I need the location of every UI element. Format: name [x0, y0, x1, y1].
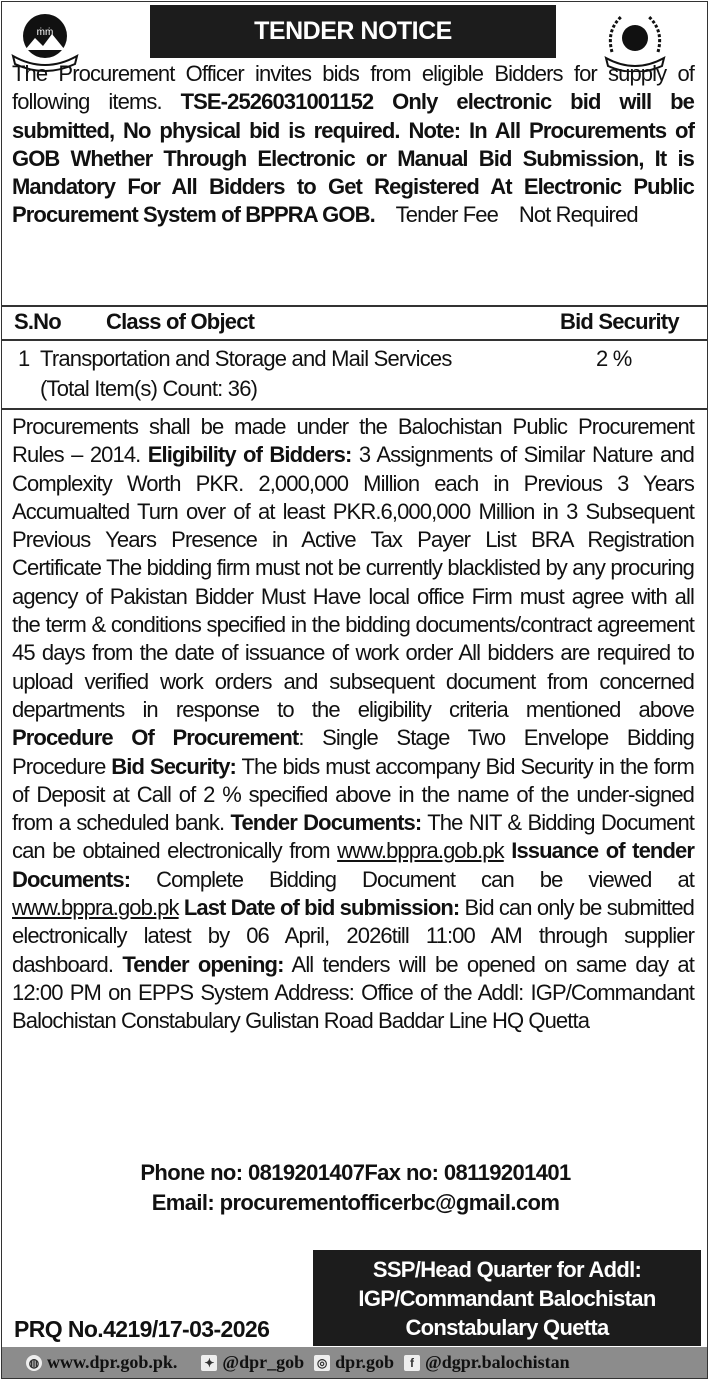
row-sno: 1 — [18, 346, 30, 371]
column-header-bid-security: Bid Security — [560, 309, 679, 334]
intro-text: The Procurement Officer invites bids from eligible Bidders for supply of following items. — [12, 61, 694, 115]
signatory-line: SSP/Head Quarter for Addl: — [372, 1256, 642, 1282]
facebook-icon: f — [404, 1355, 420, 1371]
body-text: : Single Stage Two Envelope Bidding Procedure — [12, 725, 694, 779]
row-count: (Total Item(s) Count: 36) — [40, 376, 258, 401]
body-text: The NIT & Bidding Document can be obtained electronically from — [12, 810, 694, 864]
twitter-handle[interactable]: @dpr_gob — [222, 1352, 305, 1372]
row-object: Transportation and Storage and Mail Services — [40, 346, 452, 371]
facebook-handle[interactable]: @dgpr.balochistan — [425, 1352, 570, 1372]
bppra-link[interactable]: www.bppra.gob.pk — [337, 838, 504, 864]
footer-bar — [2, 1347, 707, 1378]
instagram-handle[interactable]: dpr.gob — [335, 1352, 395, 1372]
divider — [2, 408, 707, 410]
tender-fee-label: Tender Fee — [395, 202, 498, 228]
eligibility-heading: Eligibility of Bidders: — [147, 442, 352, 468]
last-date-heading: Last Date of bid submission: — [178, 895, 460, 921]
body-text: All tenders will be opened on same day at 12:00 PM on EPPS System Address: Office of the Addl: IGP/Commandant Balochistan Constabulary Gulistan Road Baddar Line HQ Quetta — [12, 951, 694, 1034]
procedure-heading: Procedure Of Procurement — [12, 725, 299, 751]
bid-security-heading: Bid Security: — [111, 753, 236, 779]
phone-fax: Phone no: 0819201407Fax no: 08119201401 — [140, 1160, 571, 1185]
divider — [2, 339, 707, 341]
tender-documents-heading: Tender Documents: — [230, 810, 422, 836]
column-header-class: Class of Object — [106, 309, 255, 334]
website-link[interactable]: www.dpr.gob.pk. — [47, 1352, 178, 1372]
intro-paragraph — [12, 60, 694, 230]
page-title: TENDER NOTICE — [150, 5, 556, 58]
signatory-line: Constabulary Quetta — [405, 1314, 609, 1340]
body-paragraph — [12, 413, 694, 1036]
body-text: 3 Assignments of Similar Nature and Complexity Worth PKR. 2,000,000 Million each in Previous 3 Years Accumualted Turn over of at least PKR.6,000,000 Million in 3 Subsequent Previous Years Presence in Active Tax Payer List BRA Registration Certificate The bidding firm must not be currently blacklisted by any procuring agency of Pakistan Bidder Must Have local office Firm must agree with all the term & conditions specified in the bidding documents/contract agreement 45 days from the date of issuance of work order All bidders are required to upload verified work orders and subsequent document from concerned departments in response to the eligibility criteria mentioned above — [12, 442, 694, 722]
svg-text:ṁṁ: ṁṁ — [36, 27, 54, 38]
twitter-icon: ✦ — [201, 1355, 217, 1371]
row-bid-security: 2 % — [596, 346, 632, 371]
signatory-box — [313, 1250, 701, 1346]
globe-icon: ◍ — [26, 1355, 42, 1371]
column-header-sno: S.No — [14, 309, 61, 334]
tender-opening-heading: Tender opening: — [122, 951, 284, 977]
divider — [2, 305, 707, 307]
body-text: Complete Bidding Document can be viewed at — [130, 866, 694, 892]
bppra-link[interactable]: www.bppra.gob.pk — [12, 895, 179, 921]
signatory-line: IGP/Commandant Balochistan — [358, 1285, 656, 1311]
intro-note: TSE-2526031001152 Only electronic bid will be submitted, No physical bid is required. Note: In All Procurements of GOB Whether Through Electronic or Manual Bid Submission, It is Mandatory For All Bidders to Get Registered At Electronic Public Procurement System of BPPRA GOB. — [12, 89, 695, 228]
email: Email: procurementofficerbc@gmail.com — [151, 1190, 560, 1215]
instagram-icon: ◎ — [314, 1355, 330, 1371]
body-text: Procurements shall be made under the Balochistan Public Procurement Rules – 2014. — [12, 414, 694, 468]
prq-number: PRQ No.4219/17-03-2026 — [14, 1316, 270, 1342]
body-text: Bid can only be submitted electronically latest by 06 April, 2026till 11:00 AM through supplier dashboard. — [12, 895, 694, 977]
issuance-heading: Issuance of tender Documents: — [12, 838, 694, 892]
tender-fee-value: Not Required — [518, 202, 638, 228]
body-text: The bids must accompany Bid Security in the form of Deposit at Call of 2 % specified above in the name of the under-signed from a scheduled bank. — [12, 753, 694, 836]
